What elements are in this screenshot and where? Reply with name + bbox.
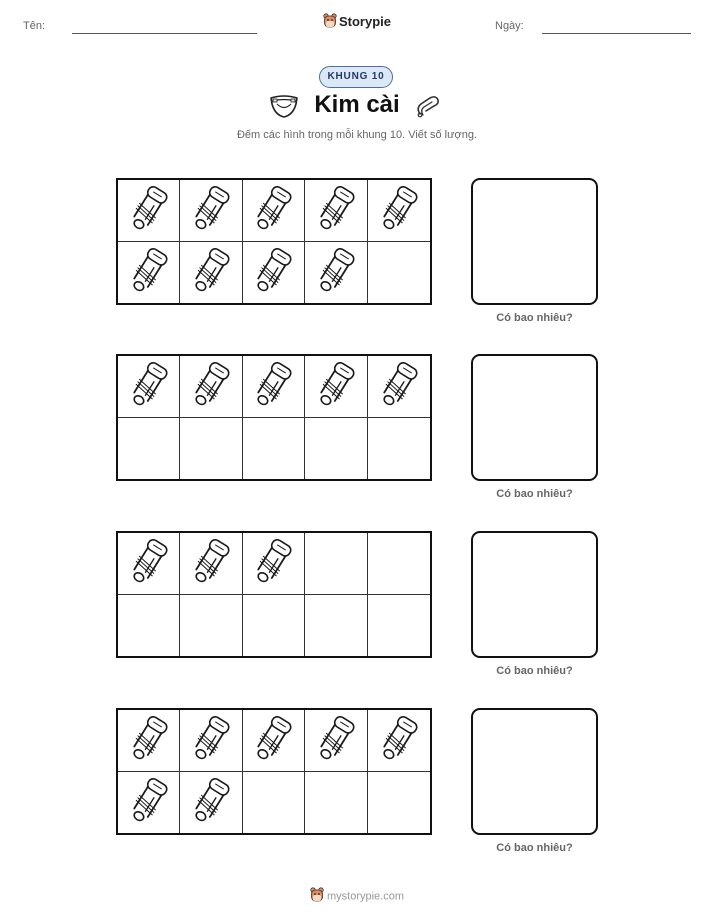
frame-cell: [118, 595, 180, 657]
safety-pin-outline-icon: [414, 94, 444, 125]
safety-pin-icon: [192, 359, 230, 414]
frame-cell: [118, 533, 180, 595]
frame-cell: [368, 356, 430, 418]
safety-pin-icon: [130, 775, 168, 830]
safety-pin-icon: [254, 359, 292, 414]
frame-cell: [368, 772, 430, 834]
frame-cell: [118, 242, 180, 304]
frame-cell: [118, 772, 180, 834]
safety-pin-icon: [317, 245, 355, 300]
question-label: Có bao nhiêu?: [496, 665, 573, 677]
worksheet-badge: KHUNG 10: [319, 66, 393, 88]
safety-pin-icon: [192, 536, 230, 591]
frame-cell: [118, 710, 180, 772]
storypie-logo-icon: [323, 13, 337, 32]
frame-cell: [180, 180, 242, 242]
safety-pin-icon: [254, 245, 292, 300]
question-label: Có bao nhiêu?: [496, 488, 573, 500]
question-label: Có bao nhiêu?: [496, 312, 573, 324]
frame-cell: [180, 533, 242, 595]
safety-pin-icon: [254, 536, 292, 591]
name-line[interactable]: [72, 33, 257, 34]
safety-pin-icon: [192, 775, 230, 830]
footer: [0, 887, 714, 906]
answer-box[interactable]: [471, 354, 598, 481]
frame-cell: [305, 242, 367, 304]
safety-pin-icon: [130, 359, 168, 414]
safety-pin-icon: [380, 713, 418, 768]
safety-pin-icon: [192, 183, 230, 238]
date-label: Ngày:: [495, 20, 524, 32]
ten-frame: [116, 178, 432, 305]
frame-cell: [180, 595, 242, 657]
frame-cell: [368, 533, 430, 595]
frame-cell: [305, 418, 367, 480]
frame-cell: [118, 418, 180, 480]
frame-cell: [368, 595, 430, 657]
safety-pin-icon: [130, 245, 168, 300]
safety-pin-icon: [192, 713, 230, 768]
safety-pin-icon: [130, 713, 168, 768]
frame-cell: [180, 356, 242, 418]
ten-frame: [116, 354, 432, 481]
frame-cell: [368, 242, 430, 304]
safety-pin-icon: [380, 359, 418, 414]
frame-cell: [243, 772, 305, 834]
frame-cell: [180, 710, 242, 772]
ten-frame: [116, 708, 432, 835]
safety-pin-icon: [317, 183, 355, 238]
storypie-logo-icon: [310, 887, 324, 906]
frame-cell: [180, 772, 242, 834]
date-line[interactable]: [542, 33, 691, 34]
safety-pin-icon: [317, 713, 355, 768]
safety-pin-icon: [380, 183, 418, 238]
frame-cell: [305, 533, 367, 595]
name-label: Tên:: [23, 20, 46, 32]
frame-cell: [305, 710, 367, 772]
safety-pin-icon: [254, 183, 292, 238]
frame-cell: [243, 533, 305, 595]
frame-cell: [368, 710, 430, 772]
answer-box[interactable]: [471, 178, 598, 305]
safety-pin-icon: [130, 536, 168, 591]
frame-cell: [368, 180, 430, 242]
footer-site: mystorypie.com: [326, 890, 405, 903]
frame-cell: [118, 180, 180, 242]
frame-cell: [180, 418, 242, 480]
safety-pin-icon: [130, 183, 168, 238]
safety-pin-icon: [254, 713, 292, 768]
safety-pin-icon: [192, 245, 230, 300]
safety-pin-icon: [317, 359, 355, 414]
frame-cell: [243, 710, 305, 772]
frame-cell: [368, 418, 430, 480]
worksheet-title: Kim cài: [314, 91, 400, 118]
frame-cell: [305, 595, 367, 657]
frame-cell: [305, 356, 367, 418]
question-label: Có bao nhiêu?: [496, 842, 573, 854]
instructions: Đếm các hình trong mỗi khung 10. Viết số lượng.: [236, 129, 477, 141]
answer-box[interactable]: [471, 531, 598, 658]
ten-frame: [116, 531, 432, 658]
frame-cell: [305, 772, 367, 834]
frame-cell: [243, 418, 305, 480]
frame-cell: [243, 595, 305, 657]
frame-cell: [243, 356, 305, 418]
frame-cell: [305, 180, 367, 242]
frame-cell: [180, 242, 242, 304]
brand-name: Storypie: [338, 13, 391, 29]
frame-cell: [243, 242, 305, 304]
frame-cell: [243, 180, 305, 242]
brand: [0, 13, 714, 32]
frame-cell: [118, 356, 180, 418]
answer-box[interactable]: [471, 708, 598, 835]
